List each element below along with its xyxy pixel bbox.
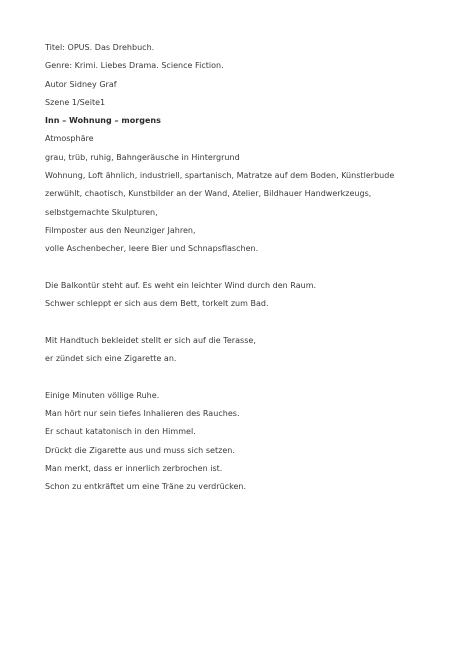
author-line: Autor Sidney Graf xyxy=(45,79,117,89)
action-line: Die Balkontür steht auf. Es weht ein leichter Wind durch den Raum. xyxy=(45,280,317,290)
action-line: Man merkt, dass er innerlich zerbrochen ist. xyxy=(45,463,223,473)
action-line: Man hört nur sein tiefes Inhalieren des Rauches. xyxy=(45,408,240,418)
action-line: er zündet sich eine Zigarette an. xyxy=(45,354,177,364)
atmosphere-line: Filmposter aus den Neunziger Jahren, xyxy=(45,225,196,235)
title-line: Titel: OPUS. Das Drehbuch. xyxy=(45,43,155,52)
scene-page-line: Szene 1/Seite1 xyxy=(45,97,106,107)
action-line: Er schaut katatonisch in den Himmel. xyxy=(45,427,196,437)
atmosphere-line: Wohnung, Loft ähnlich, industriell, spartanisch, Matratze auf dem Boden, Künstlerbude xyxy=(45,171,395,181)
paragraph-spacer xyxy=(45,313,445,331)
paragraph-spacer xyxy=(45,368,445,386)
scene-heading: Inn – Wohnung – morgens xyxy=(45,116,161,126)
atmosphere-line: zerwühlt, chaotisch, Kunstbilder an der Wand, Atelier, Bildhauer Handwerkzeugs, xyxy=(45,189,372,199)
paragraph-spacer xyxy=(45,259,445,277)
action-line: Mit Handtuch bekleidet stellt er sich auf die Terasse, xyxy=(45,335,256,345)
atmosphere-label: Atmosphäre xyxy=(45,134,94,144)
action-line: Schwer schleppt er sich aus dem Bett, torkelt zum Bad. xyxy=(45,299,269,309)
screenplay-text xyxy=(45,39,445,496)
action-line: Drückt die Zigarette aus und muss sich setzen. xyxy=(45,445,235,455)
genre-line: Genre: Krimi. Liebes Drama. Science Fiction. xyxy=(45,61,224,71)
atmosphere-line: volle Aschenbecher, leere Bier und Schnapsflaschen. xyxy=(45,244,259,254)
atmosphere-line: selbstgemachte Skulpturen, xyxy=(45,207,158,217)
atmosphere-line: grau, trüb, ruhig, Bahngeräusche in Hintergrund xyxy=(45,152,240,162)
action-line: Einige Minuten völlige Ruhe. xyxy=(45,390,160,400)
action-line: Schon zu entkräftet um eine Träne zu verdrücken. xyxy=(45,482,247,492)
